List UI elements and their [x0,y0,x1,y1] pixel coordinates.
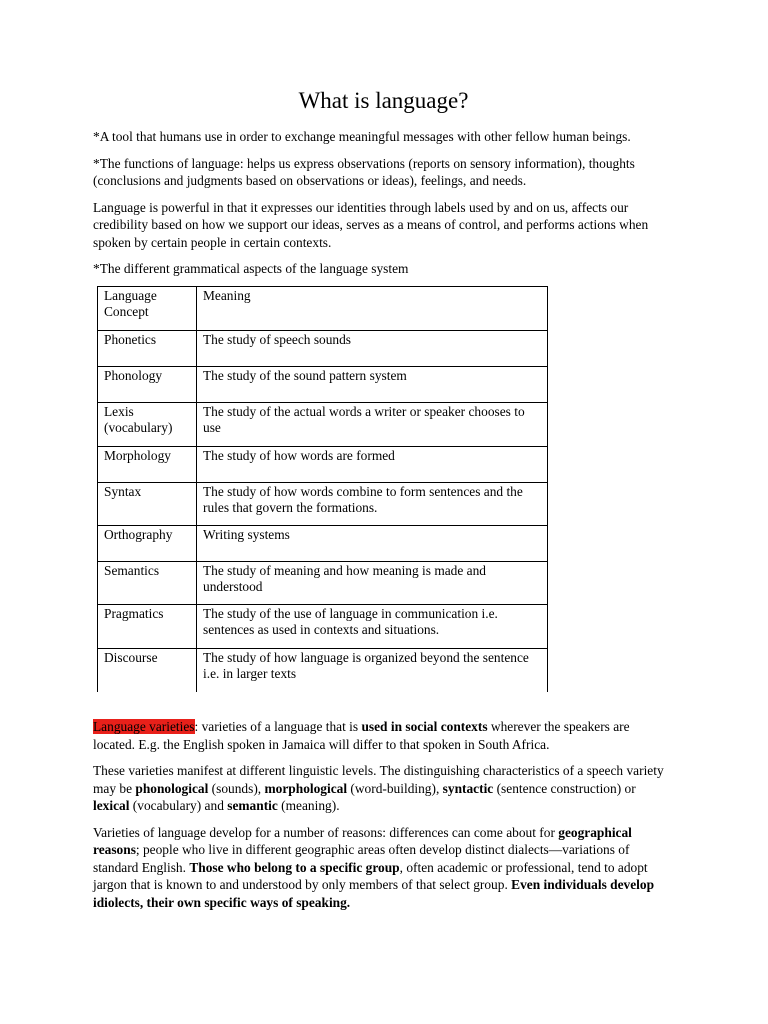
bold-run: used in social contexts [361,719,488,734]
text-run: : varieties of a language that is [194,719,362,734]
concept-cell: Phonetics [98,330,197,366]
table-row [98,366,548,402]
table-row [98,561,548,604]
reasons-paragraph [93,824,674,912]
table-row [98,330,548,366]
table-intro-paragraph: *The different grammatical aspects of the language system [93,261,409,276]
meaning-cell: The study of speech sounds [197,330,548,366]
concept-cell: Pragmatics [98,604,197,648]
text-run: These varieties manifest at different linguistic levels. The distinguishing characteristics of a speech variety may be [93,763,664,796]
table-row [98,525,548,561]
table-row [98,402,548,446]
header-cell-meaning: Meaning [197,286,548,330]
meaning-cell: The study of meaning and how meaning is made and understood [197,561,548,604]
header-cell-concept: Language Concept [98,286,197,330]
text-run: (sounds), [208,780,265,796]
text-run: wherever the speakers are located. E.g. the English spoken in Jamaica will differ to that spoken in South Africa. [93,719,630,752]
functions-paragraph: *The functions of language: helps us express observations (reports on sensory information), thoughts (conclusions and judgments based on observations or ideas), feelings, and needs. [93,155,635,188]
text-run: , often academic or professional, tend to adopt jargon that is known to and understood by only members of that select group. [93,859,648,892]
text-run: (vocabulary) and [129,798,228,813]
concept-cell: Discourse [98,648,197,692]
page-title: What is language? [298,88,469,113]
language-concepts-table [97,286,548,693]
bold-run: phonological [135,780,209,796]
varieties-term-highlight: Language varieties [93,719,195,734]
text-run: Varieties of language develop for a number of reasons: differences can come about for [93,824,559,840]
meaning-cell: The study of the use of language in communication i.e. sentences as used in contexts and situations. [197,604,548,648]
bold-run: lexical [93,798,130,813]
meaning-cell: The study of how language is organized beyond the sentence i.e. in larger texts [197,648,548,692]
bold-run: syntactic [442,780,494,796]
table-row [98,482,548,525]
table-header-row [98,286,548,330]
power-paragraph: Language is powerful in that it expresses our identities through labels used by and on us, affects our credibility based on how we support our ideas, serves as a means of control, and performs actions when spoken by certain people in certain contexts. [93,199,649,250]
bold-run: Even individuals develop idiolects, their own specific ways of speaking. [93,877,655,910]
meaning-cell: The study of how words combine to form sentences and the rules that govern the formations. [197,482,548,525]
bold-run: semantic [227,798,278,813]
text-run: (word-building), [347,780,443,796]
table-row [98,446,548,482]
concept-cell: Morphology [98,446,197,482]
table-row [98,648,548,692]
meaning-cell: Writing systems [197,525,548,561]
concept-cell: Semantics [98,561,197,604]
text-run: ; people who live in different geographic areas often develop distinct dialects—variations of standard English. [93,842,630,875]
meaning-cell: The study of how words are formed [197,446,548,482]
concept-cell: Syntax [98,482,197,525]
meaning-cell: The study of the sound pattern system [197,366,548,402]
text-run: (meaning). [277,798,340,813]
bold-run: morphological [264,780,348,796]
bold-run: geographical reasons [93,824,632,857]
meaning-cell: The study of the actual words a writer or speaker chooses to use [197,402,548,446]
bold-run: Those who belong to a specific group [189,859,400,875]
text-run: (sentence construction) or [493,780,636,796]
varieties-paragraph [93,718,674,753]
concept-cell: Orthography [98,525,197,561]
concept-cell: Phonology [98,366,197,402]
table-row [98,604,548,648]
levels-paragraph [93,762,674,815]
concept-cell: Lexis (vocabulary) [98,402,197,446]
definition-paragraph: *A tool that humans use in order to exchange meaningful messages with other fellow human beings. [93,129,631,144]
